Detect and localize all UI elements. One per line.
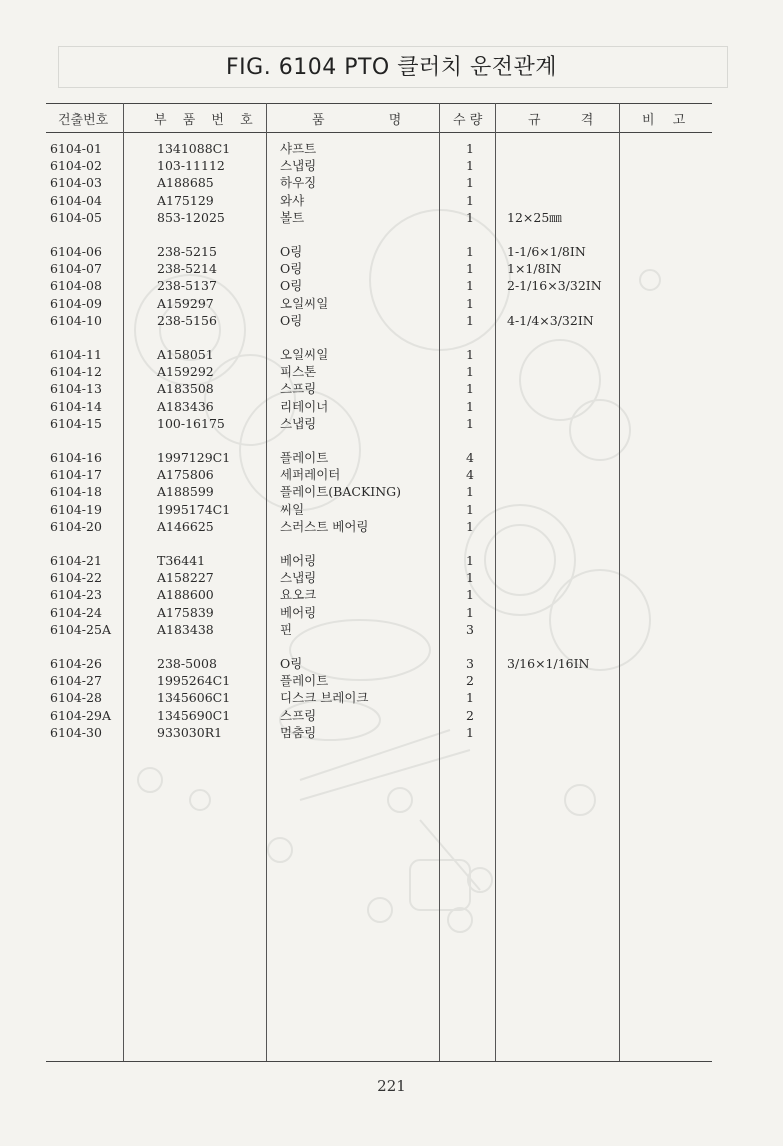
- part-code-cell: 6104-10: [50, 312, 102, 328]
- table-row: [0, 312, 783, 329]
- quantity-cell: 1: [466, 518, 474, 534]
- part-code-cell: 6104-21: [50, 553, 102, 568]
- part-code-cell: 6104-27: [50, 673, 102, 689]
- part-code-cell: 6104-17: [50, 467, 102, 483]
- part-number-cell: A158051: [157, 347, 214, 362]
- quantity-cell: 1: [466, 398, 474, 414]
- table-row: [0, 209, 783, 226]
- part-name-cell: 리테이너: [280, 398, 329, 414]
- quantity-cell: 4: [466, 467, 474, 483]
- page-number: 221: [377, 1077, 406, 1095]
- part-code-cell: 6104-07: [50, 261, 102, 277]
- part-number-cell: 933030R1: [157, 724, 223, 740]
- part-code-cell: 6104-28: [50, 690, 102, 706]
- table-row: [0, 672, 783, 689]
- table-row: [0, 552, 783, 569]
- quantity-cell: 1: [466, 192, 474, 208]
- quantity-cell: 1: [466, 209, 474, 225]
- part-number-cell: 238-5137: [157, 278, 217, 294]
- quantity-cell: 1: [466, 484, 474, 500]
- part-number-cell: A159297: [157, 295, 214, 311]
- table-row: [0, 604, 783, 621]
- part-number-cell: 853-12025: [157, 209, 225, 225]
- table-top-rule: [46, 103, 712, 104]
- part-name-cell: 요오크: [280, 587, 317, 603]
- table-row: [0, 518, 783, 535]
- part-name-cell: 스냅링: [280, 158, 317, 174]
- part-number-cell: A188599: [157, 484, 214, 500]
- part-code-cell: 6104-09: [50, 295, 102, 311]
- part-code-cell: 6104-30: [50, 724, 102, 740]
- quantity-cell: 2: [466, 673, 474, 689]
- part-number-cell: A188600: [157, 587, 214, 603]
- part-code-cell: 6104-11: [50, 347, 102, 362]
- part-number-cell: 1995174C1: [157, 501, 231, 517]
- part-number-cell: 1345690C1: [157, 707, 231, 723]
- header-note: 비 고: [642, 113, 686, 128]
- part-code-cell: 6104-26: [50, 656, 102, 671]
- spec-cell: 3/16×1/16IN: [507, 656, 590, 671]
- quantity-cell: 2: [466, 707, 474, 723]
- part-name-cell: 플레이트(BACKING): [280, 484, 402, 500]
- table-row: [0, 398, 783, 415]
- table-row: [0, 295, 783, 312]
- quantity-cell: 1: [466, 381, 474, 397]
- table-row: [0, 157, 783, 174]
- part-code-cell: 6104-25A: [50, 621, 111, 637]
- quantity-cell: 1: [466, 501, 474, 517]
- part-number-cell: 100-16175: [157, 415, 225, 431]
- part-name-cell: 스프링: [280, 707, 317, 723]
- table-row: [0, 689, 783, 706]
- table-row: [0, 192, 783, 209]
- part-name-cell: 하우징: [280, 175, 317, 191]
- part-number-cell: A183438: [157, 621, 214, 637]
- part-name-cell: O링: [280, 244, 303, 259]
- spec-cell: 1×1/8IN: [507, 261, 562, 277]
- part-name-cell: 스냅링: [280, 415, 317, 431]
- part-code-cell: 6104-29A: [50, 707, 111, 723]
- quantity-cell: 1: [466, 141, 474, 156]
- quantity-cell: 1: [466, 312, 474, 328]
- quantity-cell: 1: [466, 724, 474, 740]
- part-code-cell: 6104-03: [50, 175, 102, 191]
- part-code-cell: 6104-24: [50, 604, 102, 620]
- part-number-cell: A146625: [157, 518, 214, 534]
- quantity-cell: 1: [466, 278, 474, 294]
- part-code-cell: 6104-14: [50, 398, 102, 414]
- part-number-cell: 1997129C1: [157, 450, 231, 465]
- header-code: 건출번호: [58, 113, 109, 128]
- quantity-cell: 1: [466, 604, 474, 620]
- part-name-cell: 스프링: [280, 381, 317, 397]
- part-name-cell: 오일씨일: [280, 347, 329, 362]
- part-code-cell: 6104-05: [50, 209, 102, 225]
- part-name-cell: O링: [280, 261, 303, 277]
- part-code-cell: 6104-13: [50, 381, 102, 397]
- header-spec: 규 격: [528, 113, 594, 128]
- part-number-cell: 238-5156: [157, 312, 217, 328]
- quantity-cell: 1: [466, 690, 474, 706]
- part-number-cell: 103-11112: [157, 158, 225, 174]
- quantity-cell: 1: [466, 570, 474, 586]
- part-name-cell: 볼트: [280, 209, 305, 225]
- quantity-cell: 1: [466, 158, 474, 174]
- part-name-cell: 베어링: [280, 553, 317, 568]
- part-number-cell: A188685: [157, 175, 214, 191]
- part-name-cell: O링: [280, 656, 303, 671]
- part-number-cell: A175839: [157, 604, 214, 620]
- part-number-cell: 1995264C1: [157, 673, 231, 689]
- part-name-cell: 핀: [280, 621, 293, 637]
- table-row: [0, 655, 783, 672]
- header-part-number: 부 품 번 호: [154, 113, 259, 128]
- table-row: [0, 243, 783, 260]
- quantity-cell: 1: [466, 415, 474, 431]
- quantity-cell: 3: [466, 656, 474, 671]
- part-code-cell: 6104-15: [50, 415, 102, 431]
- table-row: [0, 380, 783, 397]
- part-number-cell: 238-5008: [157, 656, 217, 671]
- part-name-cell: 멈춤링: [280, 724, 317, 740]
- part-number-cell: A175806: [157, 467, 214, 483]
- part-name-cell: 스냅링: [280, 570, 317, 586]
- part-code-cell: 6104-18: [50, 484, 102, 500]
- table-row: [0, 501, 783, 518]
- quantity-cell: 1: [466, 364, 474, 380]
- part-number-cell: 238-5215: [157, 244, 217, 259]
- table-row: [0, 346, 783, 363]
- quantity-cell: 1: [466, 175, 474, 191]
- part-name-cell: 샤프트: [280, 141, 317, 156]
- header-quantity: 수 량: [453, 113, 483, 128]
- quantity-cell: 1: [466, 553, 474, 568]
- part-code-cell: 6104-20: [50, 518, 102, 534]
- part-code-cell: 6104-06: [50, 244, 102, 259]
- quantity-cell: 3: [466, 621, 474, 637]
- part-code-cell: 6104-01: [50, 141, 102, 156]
- table-row: [0, 415, 783, 432]
- quantity-cell: 1: [466, 244, 474, 259]
- table-row: [0, 586, 783, 603]
- header-part-name: 품 명: [312, 113, 402, 128]
- spec-cell: 2-1/16×3/32IN: [507, 278, 602, 294]
- part-code-cell: 6104-23: [50, 587, 102, 603]
- part-code-cell: 6104-19: [50, 501, 102, 517]
- part-code-cell: 6104-22: [50, 570, 102, 586]
- part-number-cell: T36441: [157, 553, 206, 568]
- table-row: [0, 174, 783, 191]
- table-row: [0, 569, 783, 586]
- part-number-cell: A158227: [157, 570, 214, 586]
- part-name-cell: 스러스트 베어링: [280, 518, 369, 534]
- table-header-rule: [46, 132, 712, 133]
- table-row: [0, 277, 783, 294]
- table-row: [0, 621, 783, 638]
- spec-cell: 4-1/4×3/32IN: [507, 312, 594, 328]
- part-code-cell: 6104-02: [50, 158, 102, 174]
- part-name-cell: 와샤: [280, 192, 305, 208]
- part-name-cell: 씨일: [280, 501, 305, 517]
- part-code-cell: 6104-04: [50, 192, 102, 208]
- part-code-cell: 6104-12: [50, 364, 102, 380]
- part-name-cell: 플레이트: [280, 673, 329, 689]
- table-row: [0, 363, 783, 380]
- part-number-cell: 1345606C1: [157, 690, 231, 706]
- part-code-cell: 6104-16: [50, 450, 102, 465]
- part-name-cell: O링: [280, 312, 303, 328]
- spec-cell: 1-1/6×1/8IN: [507, 244, 586, 259]
- table-row: [0, 260, 783, 277]
- table-row: [0, 707, 783, 724]
- part-name-cell: 피스톤: [280, 364, 317, 380]
- quantity-cell: 1: [466, 295, 474, 311]
- part-name-cell: 세퍼레이터: [280, 467, 341, 483]
- table-row: [0, 483, 783, 500]
- quantity-cell: 4: [466, 450, 474, 465]
- quantity-cell: 1: [466, 261, 474, 277]
- part-number-cell: 238-5214: [157, 261, 217, 277]
- part-number-cell: A183508: [157, 381, 214, 397]
- table-bottom-rule: [46, 1061, 712, 1062]
- table-row: [0, 466, 783, 483]
- part-number-cell: 1341088C1: [157, 141, 231, 156]
- part-number-cell: A159292: [157, 364, 214, 380]
- spec-cell: 12×25㎜: [507, 209, 562, 225]
- part-name-cell: 베어링: [280, 604, 317, 620]
- part-code-cell: 6104-08: [50, 278, 102, 294]
- page-title: FIG. 6104 PTO 클러치 운전관계: [226, 55, 557, 80]
- part-number-cell: A175129: [157, 192, 214, 208]
- part-name-cell: 플레이트: [280, 450, 329, 465]
- part-name-cell: 오일씨일: [280, 295, 329, 311]
- part-name-cell: O링: [280, 278, 303, 294]
- quantity-cell: 1: [466, 347, 474, 362]
- part-number-cell: A183436: [157, 398, 214, 414]
- part-name-cell: 디스크 브레이크: [280, 690, 369, 706]
- table-row: [0, 724, 783, 741]
- table-row: [0, 449, 783, 466]
- quantity-cell: 1: [466, 587, 474, 603]
- table-row: [0, 140, 783, 157]
